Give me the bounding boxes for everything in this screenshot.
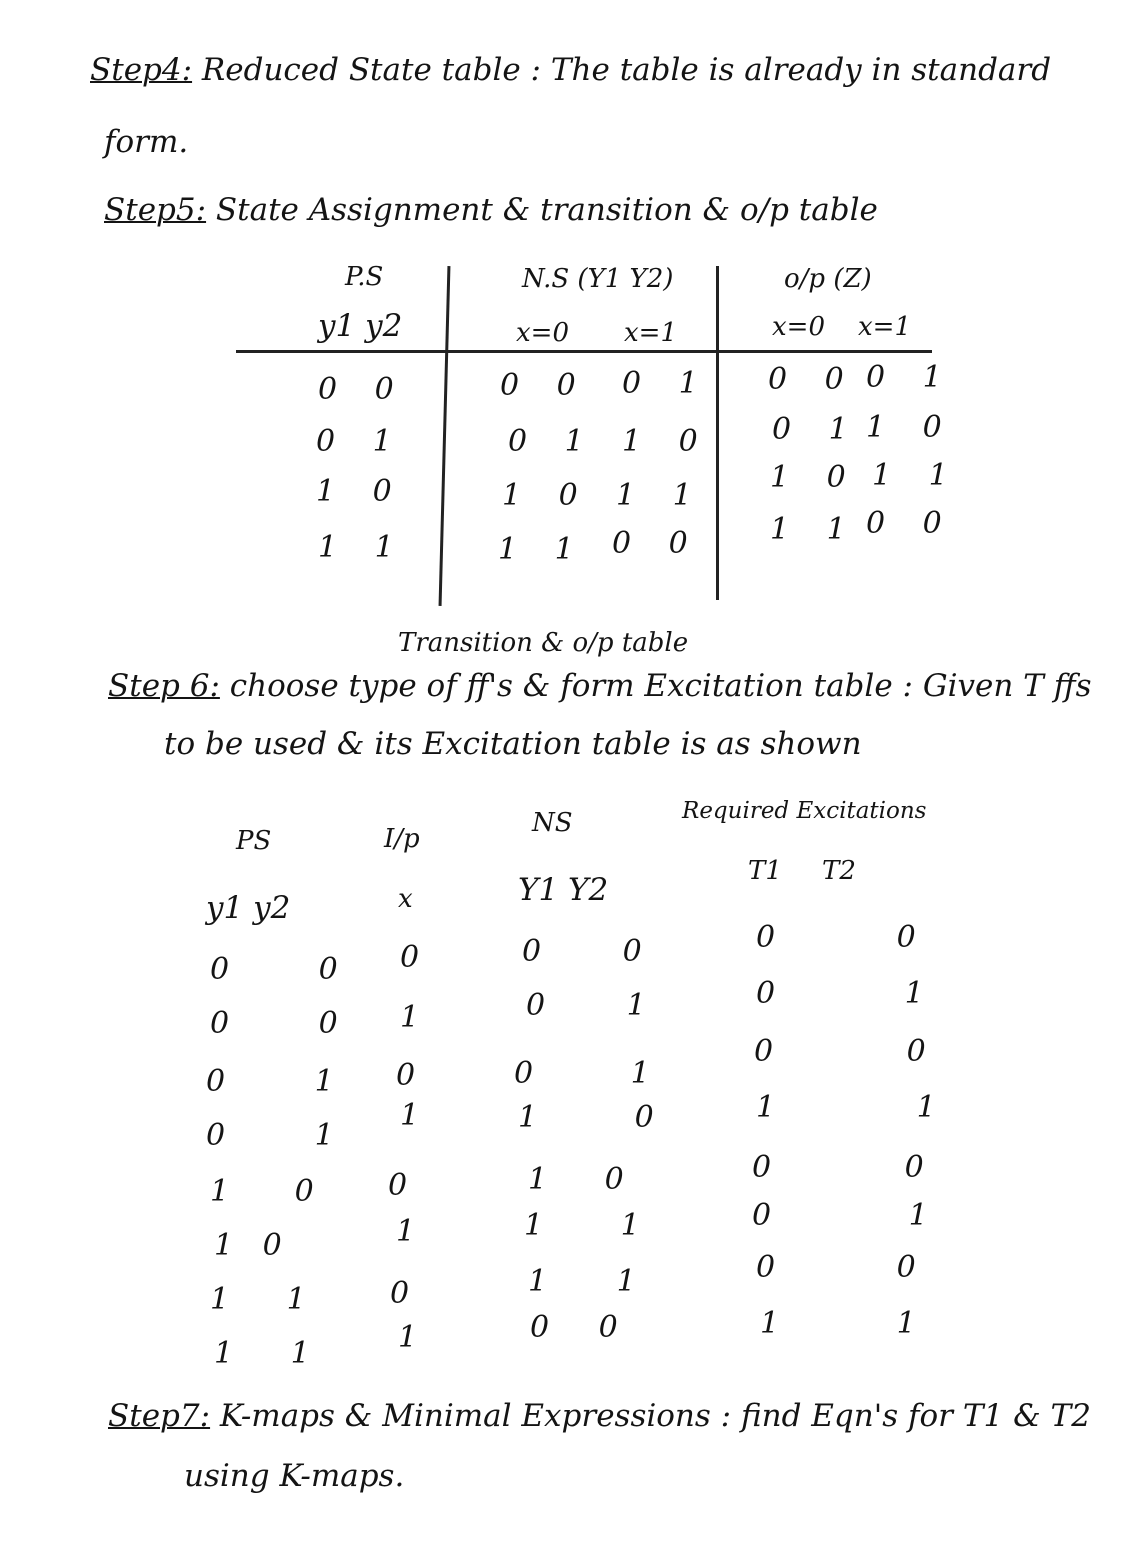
t1-row-4-ps: 1 1 <box>318 530 408 565</box>
t2-ip-row-5: 0 <box>388 1168 422 1203</box>
t2-ps-row-4: 0 1 <box>206 1118 374 1153</box>
t2-ns-row-8: 0 0 <box>530 1310 638 1345</box>
t2-exc-row-1: 0 0 <box>756 920 972 955</box>
t1-ps-header: P.S <box>345 262 384 292</box>
t2-exc-row-7: 0 0 <box>756 1250 972 1285</box>
t2-exc-row-4: 1 1 <box>756 1090 1002 1125</box>
t2-ns-row-5: 1 0 <box>528 1162 648 1197</box>
t1-header-rule <box>236 350 932 353</box>
t2-t2-header: T2 <box>822 856 856 886</box>
step5-label: Step5: <box>104 192 207 228</box>
t2-ip-row-8: 1 <box>398 1320 432 1355</box>
t2-ip-row-1: 0 <box>400 940 434 975</box>
t2-ps-header: PS <box>236 826 272 856</box>
t2-ip-row-6: 1 <box>396 1214 430 1249</box>
t1-row-4-ns0: 1 1 <box>498 532 588 567</box>
t2-exc-row-8: 1 1 <box>760 1306 970 1341</box>
t2-ip-header: I/p <box>384 824 420 854</box>
step5-line <box>104 192 878 228</box>
t2-ps-row-5: 1 0 <box>210 1174 342 1209</box>
t2-ps-row-8: 1 1 <box>214 1336 334 1371</box>
t1-row-4-z1: 0 0 <box>866 506 956 541</box>
t2-ps-sub: y1 y2 <box>206 890 291 926</box>
t2-exc-row-2: 0 1 <box>756 976 984 1011</box>
t2-ps-row-6: 1 0 <box>214 1228 292 1263</box>
t1-caption: Transition & o/p table <box>398 628 689 658</box>
t1-op-header: o/p (Z) <box>784 264 872 294</box>
step6-text: choose type of ff's & form Excitation table : Given T ffs <box>229 668 1092 704</box>
step7-line <box>108 1398 1091 1434</box>
t2-ns-row-2: 0 1 <box>526 988 682 1023</box>
t1-row-2-z1: 1 0 <box>866 410 956 445</box>
t2-ip-row-3: 0 <box>396 1058 430 1093</box>
t2-ns-row-3: 0 1 <box>514 1056 694 1091</box>
t1-row-4-z0: 1 1 <box>770 512 860 547</box>
t2-ns-row-1: 0 0 <box>522 934 678 969</box>
t1-divider-2 <box>716 266 719 600</box>
t1-ns-x0: x=0 <box>516 318 569 348</box>
t1-op-x0: x=0 <box>772 312 825 342</box>
t1-row-4-ns1: 0 0 <box>612 526 702 561</box>
t2-exc-row-3: 0 0 <box>754 1034 988 1069</box>
t2-ip-sub: x <box>398 884 413 914</box>
t1-op-x1: x=1 <box>858 312 911 342</box>
t2-ns-row-4: 1 0 <box>518 1100 698 1135</box>
t2-ns-row-7: 1 1 <box>528 1264 666 1299</box>
t2-ns-header: NS <box>532 808 573 838</box>
step4-text: Reduced State table : The table is already in standard <box>201 52 1052 88</box>
t1-row-3-ps: 1 0 <box>316 474 406 509</box>
t1-row-3-z0: 1 0 <box>770 460 860 495</box>
t1-divider-1 <box>439 266 451 606</box>
t2-ip-row-2: 1 <box>400 1000 434 1035</box>
t1-row-1-ns1: 0 1 <box>622 366 712 401</box>
step5-text: State Assignment & transition & o/p table <box>215 192 878 228</box>
step4-line <box>90 52 1051 88</box>
step7-continuation: using K-maps. <box>184 1458 405 1494</box>
t2-req-header: Required Excitations <box>682 798 927 824</box>
t1-row-2-ns0: 0 1 <box>508 424 598 459</box>
t1-row-2-ps: 0 1 <box>316 424 406 459</box>
t2-t1-header: T1 <box>748 856 782 886</box>
t1-row-2-z0: 0 1 <box>772 412 862 447</box>
t2-exc-row-6: 0 1 <box>752 1198 992 1233</box>
t1-row-1-z1: 0 1 <box>866 360 956 395</box>
step4-continuation: form. <box>104 124 189 160</box>
step4-label: Step4: <box>90 52 193 88</box>
t2-ps-row-1: 0 0 <box>210 952 378 987</box>
t1-row-1-ns0: 0 0 <box>500 368 590 403</box>
t2-exc-row-5: 0 0 <box>752 1150 986 1185</box>
t1-row-3-ns1: 1 1 <box>616 478 706 513</box>
t2-ps-row-7: 1 1 <box>210 1282 330 1317</box>
t2-ps-row-2: 0 0 <box>210 1006 378 1041</box>
t1-row-2-ns1: 1 0 <box>622 424 712 459</box>
t1-ns-x1: x=1 <box>624 318 677 348</box>
t1-row-3-ns0: 1 0 <box>502 478 592 513</box>
step6-continuation: to be used & its Excitation table is as shown <box>164 726 862 762</box>
step7-label: Step7: <box>108 1398 211 1434</box>
t1-row-1-ps: 0 0 <box>318 372 408 407</box>
t2-ps-row-3: 0 1 <box>206 1064 374 1099</box>
step7-text: K-maps & Minimal Expressions : find Eqn's for T1 & T2 <box>219 1398 1091 1434</box>
t1-row-3-z1: 1 1 <box>872 458 962 493</box>
t2-ip-row-7: 0 <box>390 1276 424 1311</box>
step6-line <box>108 668 1092 704</box>
t2-ns-sub: Y1 Y2 <box>518 872 609 908</box>
t1-ns-header: N.S (Y1 Y2) <box>522 264 674 294</box>
t1-ps-sub: y1 y2 <box>318 308 403 344</box>
t2-ns-row-6: 1 1 <box>524 1208 674 1243</box>
t2-ip-row-4: 1 <box>400 1098 434 1133</box>
t1-row-1-z0: 0 0 <box>768 362 858 397</box>
step6-label: Step 6: <box>108 668 220 704</box>
